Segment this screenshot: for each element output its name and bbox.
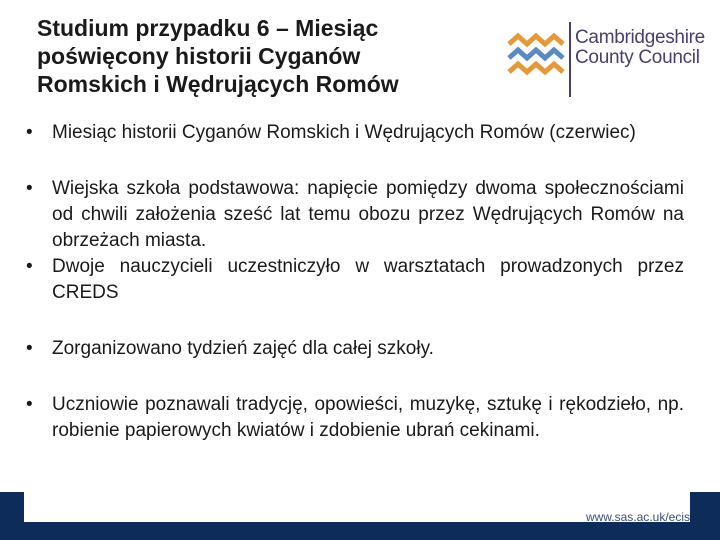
logo-wave-icon: [507, 30, 565, 82]
bullet-item: • Miesiąc historii Cyganów Romskich i Wędrujących Romów (czerwiec): [24, 120, 684, 146]
footer-url: www.sas.ac.uk/ecis: [585, 510, 690, 524]
bullet-item: • Zorganizowano tydzień zajęć dla całej szkoły.: [24, 336, 684, 362]
cambridgeshire-logo: [503, 22, 703, 97]
slide-title-line-2: poświęcony historii Cyganów: [37, 43, 361, 69]
slide-title: [37, 14, 497, 98]
bullet-item: • Dwoje nauczycieli uczestniczyło w warsztatach prowadzonych przez CREDS: [24, 254, 684, 306]
logo-line-2: County Council: [575, 47, 700, 68]
slide-title-line-3: Romskich i Wędrujących Romów: [37, 71, 399, 97]
bullet-list: [24, 120, 684, 444]
logo-divider: [569, 22, 571, 97]
logo-text: [575, 28, 705, 68]
slide-title-line-1: Studium przypadku 6 – Miesiąc: [37, 15, 379, 41]
bullet-item: • Uczniowie poznawali tradycję, opowieści, muzykę, sztukę i rękodzieło, np. robienie papierowych kwiatów i zdobienie ubrań cekinami.: [24, 392, 684, 444]
logo-line-1: Cambridgeshire: [575, 27, 705, 48]
bullet-item: • Wiejska szkoła podstawowa: napięcie pomiędzy dwoma społecznościami od chwili założenia sześć lat temu obozu przez Wędrujących Romów na obrzeżach miasta.: [24, 176, 684, 254]
